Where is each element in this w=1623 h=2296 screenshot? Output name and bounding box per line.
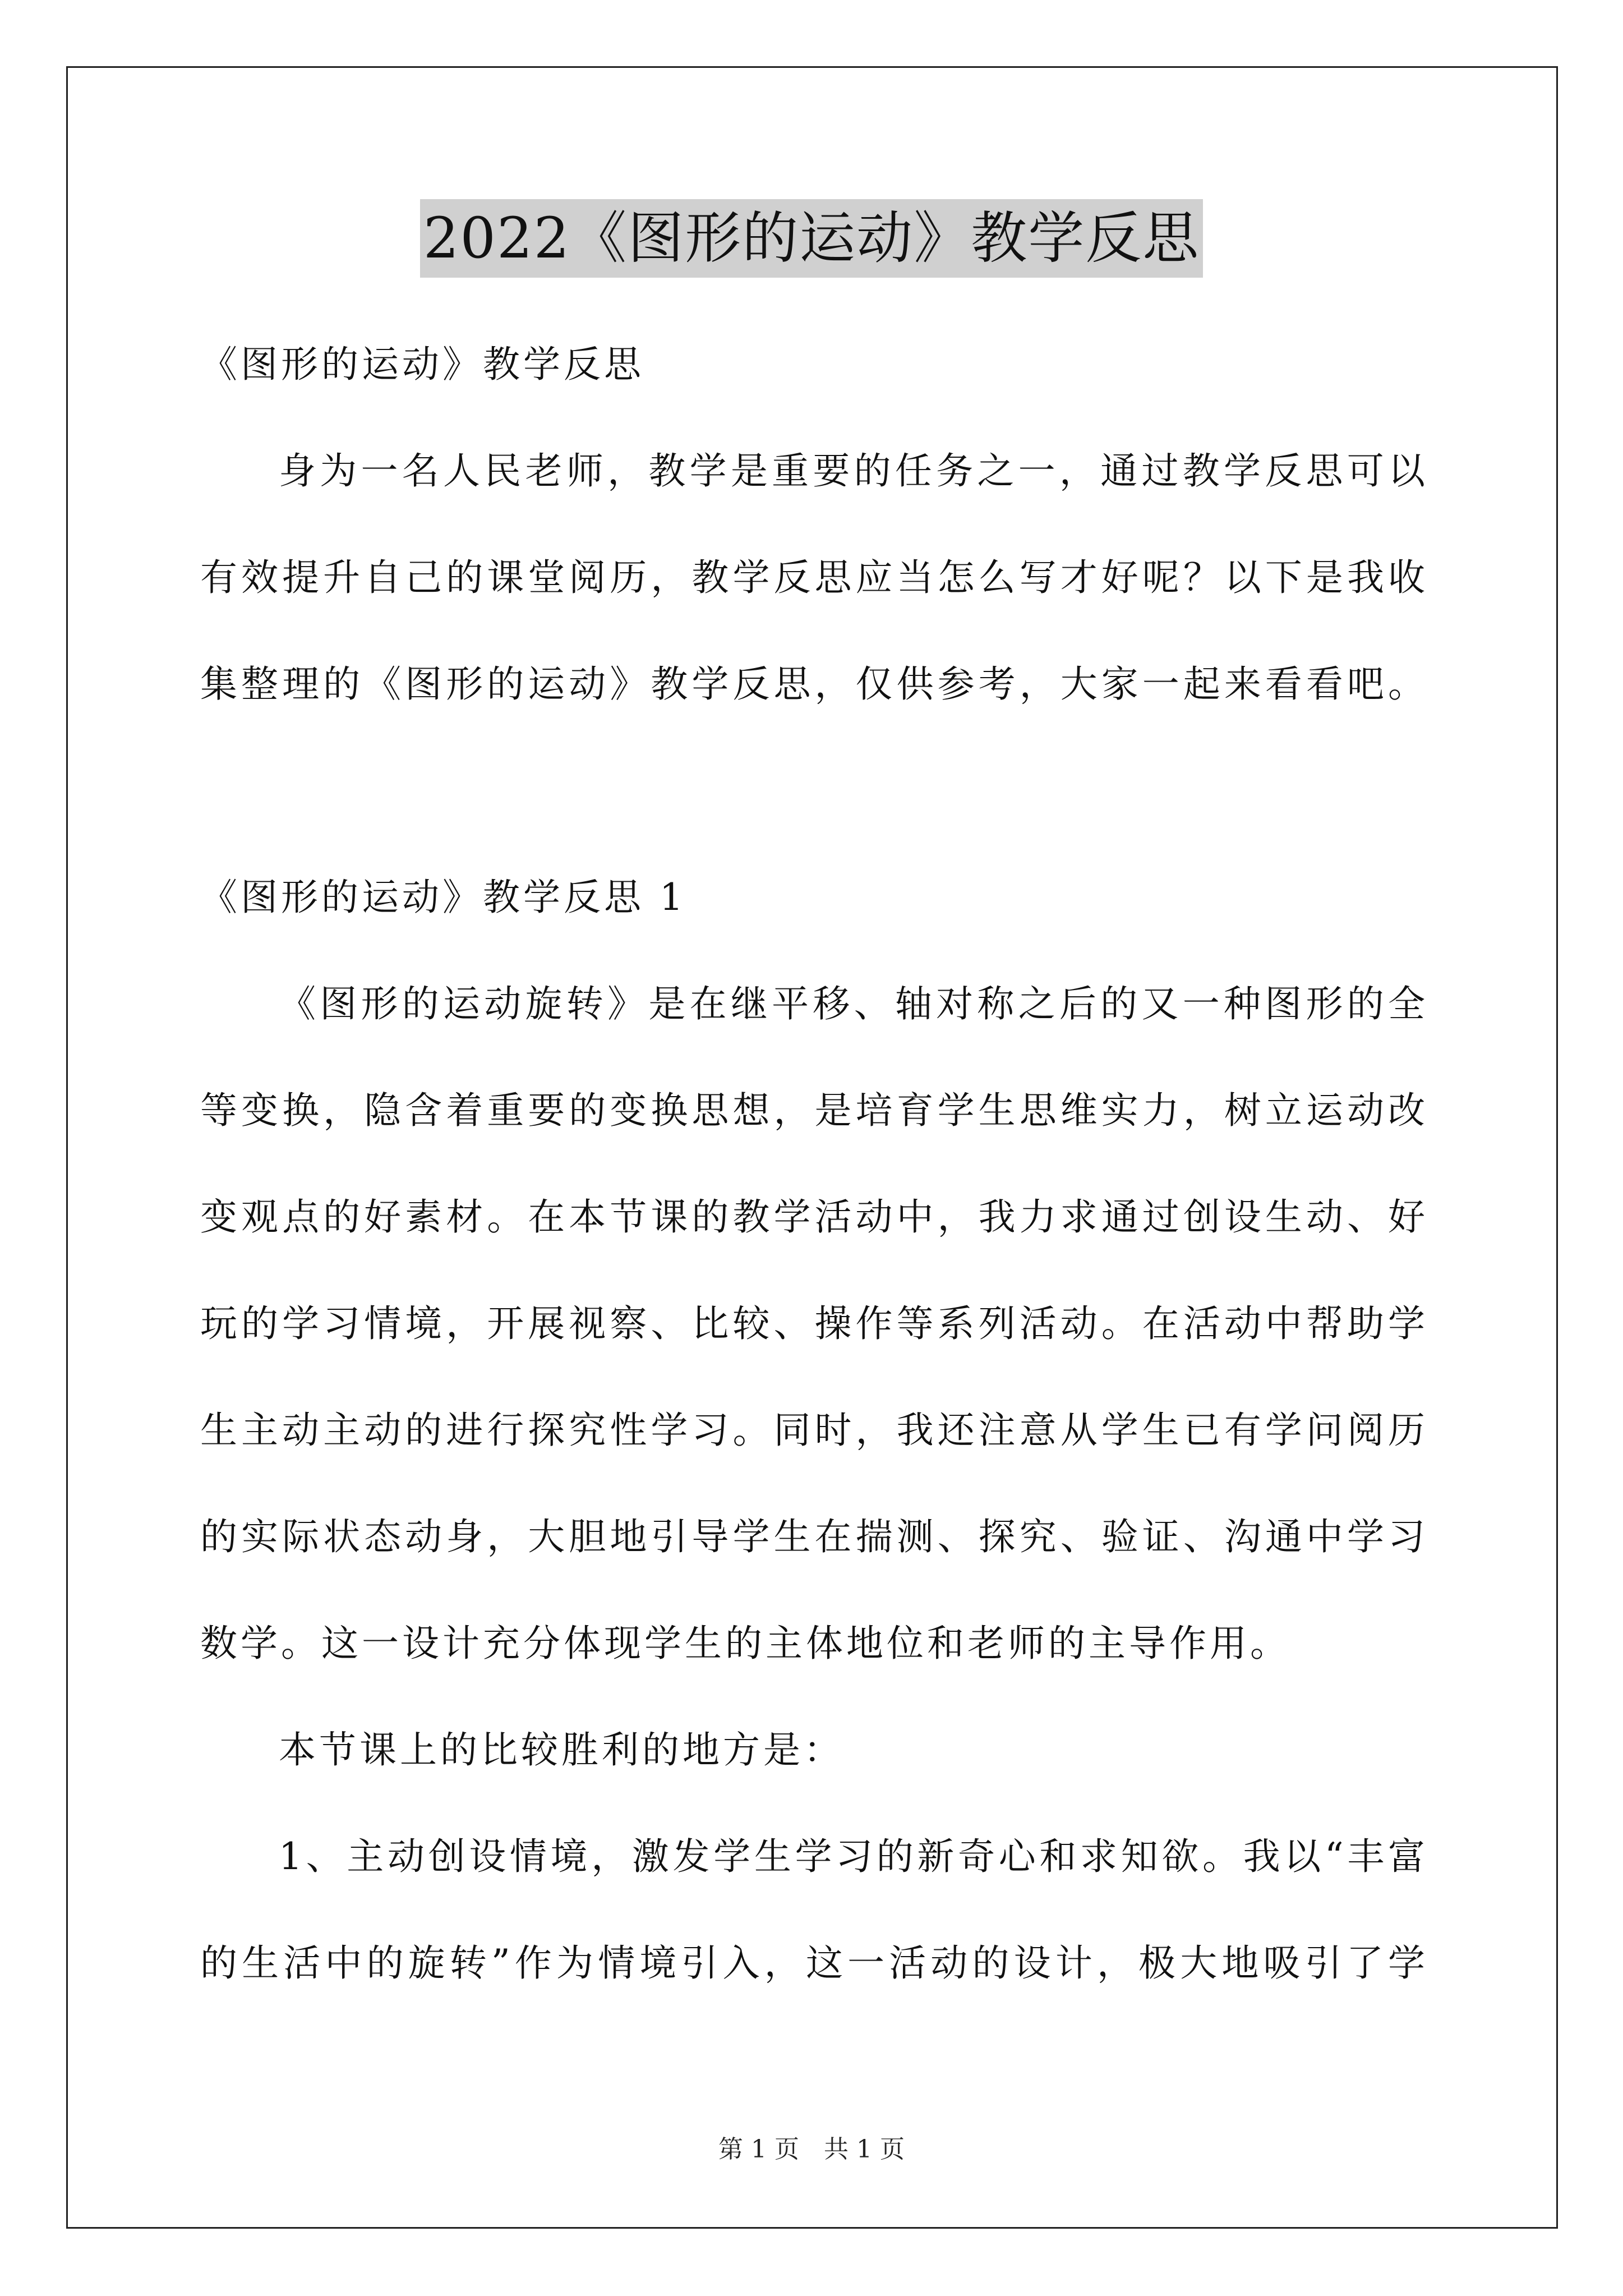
paragraph-line: 1、主动创设情境，激发学生学习的新奇心和求知欲。我以“丰富 xyxy=(279,1835,1428,1878)
subtitle: 《图形的运动》教学反思 xyxy=(200,343,644,386)
paragraph-line: 有效提升自己的课堂阅历，教学反思应当怎么写才好呢？以下是我收 xyxy=(200,556,1428,599)
paragraph-line: 等变换，隐含着重要的变换思想，是培育学生思维实力，树立运动改 xyxy=(200,1089,1428,1132)
paragraph-line: 生主动主动的进行探究性学习。同时，我还注意从学生已有学问阅历 xyxy=(200,1409,1428,1452)
paragraph-line: 身为一名人民老师，教学是重要的任务之一，通过教学反思可以 xyxy=(279,449,1428,493)
title-wrap xyxy=(0,199,1623,278)
paragraph-line: 的生活中的旋转”作为情境引入，这一活动的设计，极大地吸引了学 xyxy=(200,1941,1428,1985)
document-title: 2022《图形的运动》教学反思 xyxy=(420,199,1204,278)
paragraph-line: 的实际状态动身，大胆地引导学生在揣测、探究、验证、沟通中学习 xyxy=(200,1515,1428,1558)
page-footer: 第 1 页 共 1 页 xyxy=(718,2135,905,2164)
paragraph-line: 玩的学习情境，开展视察、比较、操作等系列活动。在活动中帮助学 xyxy=(200,1302,1428,1345)
paragraph-line: 《图形的运动旋转》是在继平移、轴对称之后的又一种图形的全 xyxy=(279,982,1428,1025)
document-body xyxy=(200,311,1428,2017)
section-heading: 《图形的运动》教学反思 1 xyxy=(200,876,686,919)
paragraph-line: 变观点的好素材。在本节课的教学活动中，我力求通过创设生动、好 xyxy=(200,1195,1428,1239)
paragraph-line: 集整理的《图形的运动》教学反思，仅供参考，大家一起来看看吧。 xyxy=(200,662,1428,706)
paragraph-line: 本节课上的比较胜利的地方是： xyxy=(279,1728,844,1772)
blank-line xyxy=(200,738,1428,844)
paragraph-line: 数学。这一设计充分体现学生的主体地位和老师的主导作用。 xyxy=(200,1622,1290,1665)
